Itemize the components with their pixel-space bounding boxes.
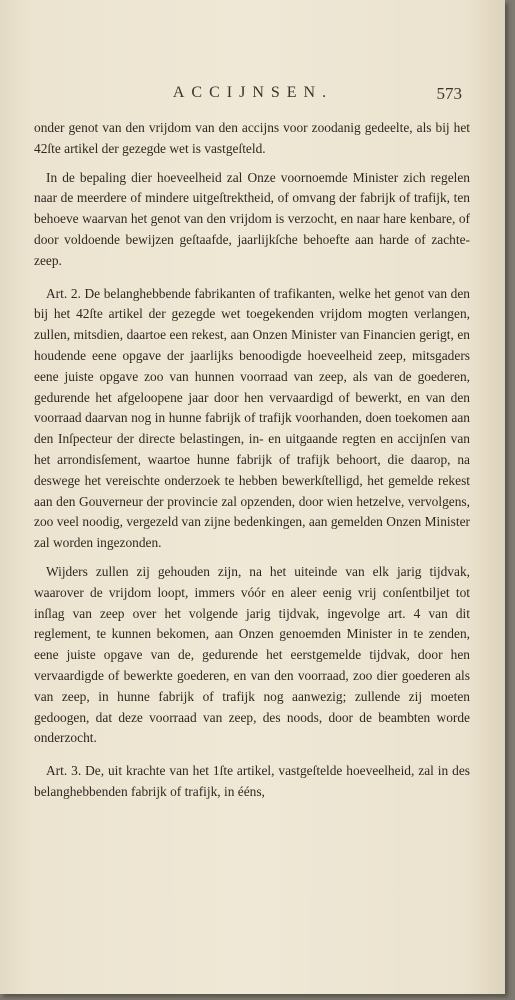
paragraph-1: onder genot van den vrijdom van den accijns voor zoodanig gedeelte, als bij het 42ſte artikel der gezegde wet is vastgeſteld.: [34, 120, 470, 156]
paragraph-art-2: Art. 2. De belanghebbende fabrikanten of trafikanten, welke het genot van den bij het 42ſte artikel der gezegde wet toegekenden vrijdom mogten verlangen, zullen, mitsdien, daartoe een rekest, aan Onzen Minister van Financien gerigt, en houdende eene opgave der jaarlijks benoodigde hoeveelheid zeep, mitsgaders eene juiste opgave zoo van hunnen voorraad van zeep, als van de goederen, gedurende het afgeloopene jaar door hen vervaardigd of bewerkt, en van den voorraad daarvan nog in hunne fabrijk of trafijk voorhanden, doen toekomen aan den Inſpecteur der directe belastingen, in- en uitgaande regten en accijnſen van het arrondisſement, waartoe hunne fabrijk of trafijk behoort, die daarop, na deswege het vereischte onderzoek te hebben bewerkſtelligd, het gemelde rekest aan den Gouverneur der provincie zal opzenden, door wien hetzelve, vervolgens, zoo veel noodig, vergezeld van zijne bedenkingen, aan gemelden Onzen Minister zal worden ingezonden.: [34, 285, 470, 551]
page-number: 573: [436, 84, 462, 103]
page-header: [44, 84, 462, 108]
body-text: [34, 118, 470, 811]
paragraph-2: In de bepaling dier hoeveelheid zal Onze voornoemde Minister zich regelen naar de meerdere of mindere uitgeſtrektheid, of omvang der fabrijk of trafijk, ten behoeve waarvan het genot van den vrijdom is verzocht, en naar hare kenbare, of door voldoende bewijzen geſtaafde, jaarlijkſche behoefte aan harde of zachte-zeep.: [34, 169, 470, 268]
paragraph-4: Wijders zullen zij gehouden zijn, na het uiteinde van elk jarig tijdvak, waarover de vrijdom loopt, immers vóór en aleer eenig vrij conſentbiljet tot inſlag van zeep over het volgende jarig tijdvak, ingevolge art. 4 van dit reglement, te kunnen bekomen, aan Onzen genoemden Minister in te zenden, eene juiste opgave van de, gedurende het eerstgemelde tijdvak, door hen vervaardigde of bewerkte goederen, en van den voorraad, zoo dier goederen als van zeep, in hunne fabrijk of trafijk nog aanwezig; zullende zij moeten gedoogen, dat deze voorraad van zeep, des noods, door de beambten worde onderzocht.: [34, 563, 470, 746]
running-title: ACCIJNSEN.: [172, 84, 334, 101]
paragraph-art-3: Art. 3. De, uit krachte van het 1ſte artikel, vastgeſtelde hoeveelheid, zal in des belanghebbenden fabrijk of trafijk, in ééns,: [34, 763, 470, 799]
